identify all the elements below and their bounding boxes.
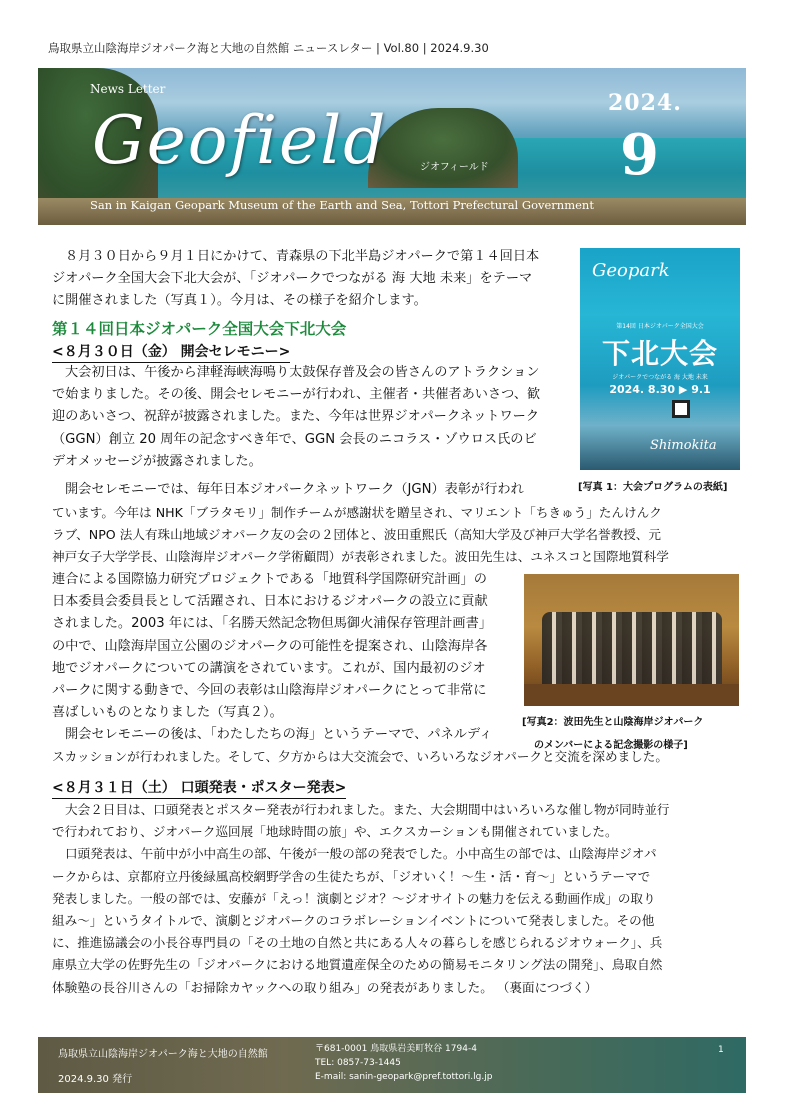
footer-contact (315, 1042, 492, 1084)
body-line: 大会２日目は、口頭発表とポスター発表が行われました。また、大会期間中はいろいろな催し物が同時並行 (65, 802, 670, 817)
footer (38, 1037, 746, 1093)
body-line: されました。2003 年には、「名勝天然記念物但馬御火浦保存管理計画書」 (52, 616, 492, 632)
body-line: 迎のあいさつ、祝辞が披露されました。また、今年は世界ジオパークネットワーク (52, 409, 540, 425)
poster-date: 2024. 8.30 ▶ 9.1 (609, 383, 711, 396)
body-line: （GGN）創立 20 周年の記念すべき年で、GGN 会長のニコラス・ゾウロス氏のビ (52, 431, 537, 447)
article-heading: 第１４回日本ジオパーク全国大会下北大会 (52, 320, 347, 338)
footer-issued: 2024.9.30 発行 (58, 1074, 133, 1085)
section1-title: <８月３０日（金） 開会セレモニー> (52, 341, 290, 363)
body-line: で始まりました。その後、開会セレモニーが行われ、主催者・共催者あいさつ、歓 (52, 387, 541, 403)
issue-year: 2024. (608, 90, 682, 116)
stage-floor (524, 684, 739, 706)
photo2-caption-line2: のメンバーによる記念撮影の様子] (534, 740, 688, 751)
body-line: 神戸女子大学学長、山陰海岸ジオパーク学術顧問）が表彰されました。波田先生は、ユネスコと国際地質科学 (52, 549, 669, 565)
qr-code-icon (672, 400, 690, 418)
body-line: 体験塾の長谷川さんの「お掃除カヤックへの取り組み」の発表がありました。 （裏面につづく） (52, 979, 598, 995)
body-line: 開会セレモニーの後は、「わたしたちの海」というテーマで、パネルディ (65, 727, 493, 743)
poster-script: Shimokita (650, 438, 717, 453)
body-line: ークからは、京都府立丹後緑風高校網野学舎の生徒たちが、「ジオいく！～生・活・育～」というテーマで (52, 868, 651, 884)
banner-subtitle: San in Kaigan Geopark Museum of the Earth and Sea, Tottori Prefectural Government (90, 198, 594, 212)
intro-line: ジオパーク全国大会下北大会が、「ジオパークでつながる 海 大地 未来」をテーマ (52, 271, 533, 287)
photo1-caption: [写真 1：大会プログラムの表紙] (578, 482, 728, 493)
logo-title: Geofield (92, 102, 388, 179)
body-line: ラブ、NPO 法人有珠山地域ジオパーク友の会の２団体と、波田重熙氏（高知大学及び神戸大学名誉教授、元 (52, 527, 661, 543)
body-line: 庫県立大学の佐野先生の「ジオパークにおける地質遺産保全のための簡易モニタリング法の開発」、鳥取自然 (52, 957, 663, 973)
footer-tel: TEL: 0857-73-1445 (315, 1058, 401, 1068)
body-line: 連合による国際協力研究プロジェクトである「地質科学国際研究計画」の (52, 572, 487, 587)
body-line: 大会初日は、午後から津軽海峡海鳴り太鼓保存普及会の皆さんのアトラクション (65, 365, 540, 380)
body-line: スカッションが行われました。そして、夕方からは大交流会で、いろいろなジオパークと交流を深めました。 (52, 749, 668, 764)
section1-text-b (52, 502, 742, 569)
body-line: 喜ばしいものとなりました（写真２）。 (52, 705, 283, 721)
body-line: パークに関する動きで、今回の表彰は山陰海岸ジオパークにとって非常に (52, 683, 487, 699)
page-number: 1 (718, 1045, 724, 1055)
body-line: で行われており、ジオパーク巡回展「地球時間の旅」や、エクスカーションも開催されていました。 (52, 824, 618, 840)
body-line: の中で、山陰海岸国立公園のジオパークの可能性を提案され、山陰海岸各 (52, 638, 488, 654)
logo-kana: ジオフィールド (420, 162, 489, 173)
section2-title: <８月３１日（土） 口頭発表・ポスター発表> (52, 777, 346, 799)
newsletter-label: News Letter (90, 82, 166, 96)
banner-island (368, 108, 518, 188)
footer-org: 鳥取県立山陰海岸ジオパーク海と大地の自然館 (58, 1049, 268, 1060)
poster-logo: Geopark (592, 260, 670, 281)
intro-text (52, 246, 572, 313)
body-line: 発表しました。一般の部では、安藤が「えっ！演劇とジオ？～ジオサイトの魅力を伝える動画作成」の取り (52, 890, 656, 906)
program-cover-photo (580, 248, 740, 470)
body-line: 口頭発表は、午前中が小中高生の部、午後が一般の部の発表でした。小中高生の部では、山陰海岸ジオパ (65, 846, 657, 862)
section1-text-a (52, 362, 572, 501)
group-photo (524, 574, 739, 706)
body-line: 開会セレモニーでは、毎年日本ジオパークネットワーク（JGN）表彰が行われ (65, 482, 524, 498)
poster-theme: ジオパークでつながる 海 大地 未来 (612, 374, 708, 381)
banner (38, 68, 746, 225)
header-line: 鳥取県立山陰海岸ジオパーク海と大地の自然館 ニュースレター | Vol.80 | 2024.9.30 (48, 41, 489, 55)
footer-address: 〒681-0001 鳥取県岩美町牧谷 1794-4 (315, 1044, 477, 1054)
intro-line: に開催されました（写真１）。今月は、その様子を紹介します。 (52, 293, 427, 309)
body-line: 地でジオパークについての講演をされています。これが、国内最初のジオ (52, 660, 486, 676)
poster-title: 下北大会 (601, 337, 718, 370)
body-line: に、推進協議会の小長谷専門員の「その土地の自然と共にある人々の暮らしを感じられるジオウォーク」、兵 (52, 935, 663, 951)
photo2-caption-line1: [写真2：波田先生と山陰海岸ジオパーク (522, 717, 704, 728)
body-line: ています。今年は NHK「ブラタモリ」制作チームが感謝状を贈呈され、マリエント「ちきゅう」たんけんク (52, 505, 662, 520)
poster-small-text: 第14回 日本ジオパーク全国大会 (616, 323, 704, 330)
group-people (542, 612, 722, 687)
intro-line: ８月３０日から９月１日にかけて、青森県の下北半島ジオパークで第１４回日本 (65, 249, 540, 264)
body-line: 日本委員会委員長として活躍され、日本におけるジオパークの設立に貢献 (52, 594, 488, 610)
issue-month: 9 (620, 122, 659, 188)
body-line: デオメッセージが披露されました。 (52, 453, 262, 469)
section1-text-c (52, 569, 522, 747)
footer-email[interactable]: E-mail: sanin-geopark@pref.tottori.lg.jp (315, 1072, 493, 1082)
section2-text (52, 799, 742, 999)
body-line: 組み～」というタイトルで、演劇とジオパークのコラボレーションイベントについて発表しました。その他 (52, 913, 655, 929)
